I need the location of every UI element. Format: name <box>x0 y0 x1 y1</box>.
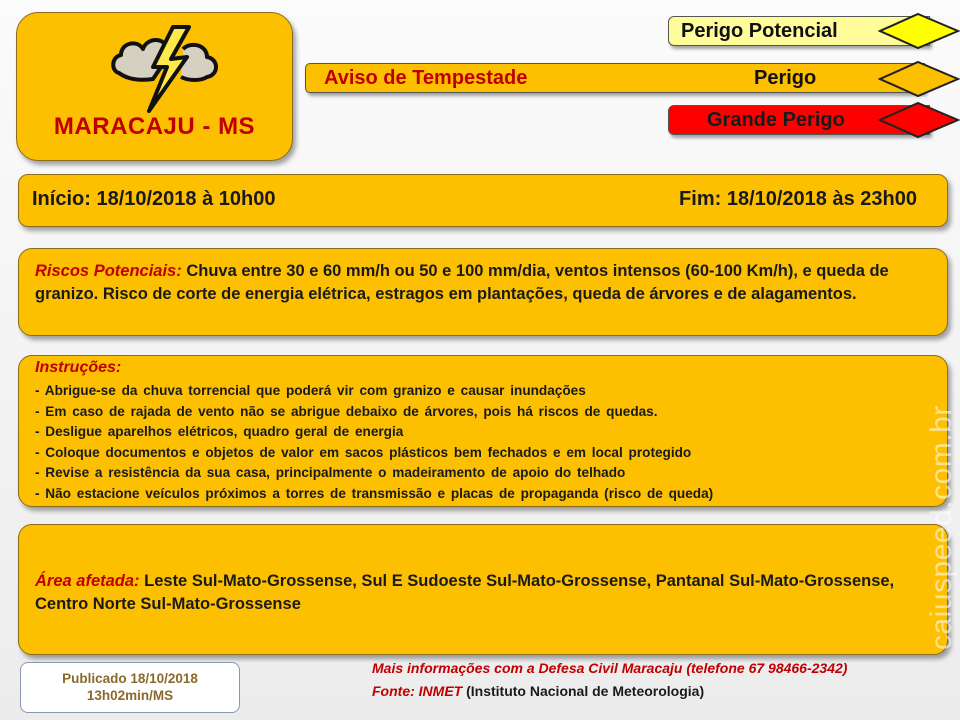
alert-level-great-label: Grande Perigo <box>707 109 845 131</box>
published-time: 13h02min/MS <box>86 688 174 703</box>
list-item: - Revise a resistência da sua casa, principalmente o madeiramento de apoio do telhado <box>35 465 626 480</box>
city-name: MARACAJU - MS <box>53 113 256 140</box>
risks-text <box>35 260 929 306</box>
alert-level-current <box>305 63 925 93</box>
published-date: Publicado 18/10/2018 <box>62 671 198 686</box>
source-label: Fonte: INMET <box>372 683 463 699</box>
source-description: (Instituto Nacional de Meteorologia) <box>462 683 705 699</box>
start-date: Início: 18/10/2018 à 10h00 <box>32 188 276 210</box>
great-danger-diamond-icon <box>878 101 960 139</box>
instructions-list <box>35 381 713 504</box>
source-text <box>372 683 704 699</box>
more-info-text: Mais informações com a Defesa Civil Maracaju (telefone 67 98466-2342) <box>372 660 848 676</box>
dates-panel <box>18 174 948 227</box>
list-item: - Desligue aparelhos elétricos, quadro geral de energia <box>35 424 404 439</box>
warning-title: Aviso de Tempestade <box>324 67 528 89</box>
list-item: - Coloque documentos e objetos de valor em sacos plásticos bem fechados e em local protegido <box>35 444 692 460</box>
affected-area-label: Área afetada: <box>35 572 140 590</box>
alert-level-potential-label: Perigo Potencial <box>681 20 838 42</box>
danger-diamond-icon <box>878 60 960 98</box>
risks-label: Riscos Potenciais: <box>35 262 182 280</box>
affected-area-description: Leste Sul-Mato-Grossense, Sul E Sudoeste Sul-Mato-Grossense, Pantanal Sul-Mato-Grossense, Centro Norte Sul-Mato-Grossense <box>35 572 895 613</box>
risks-panel <box>18 248 948 336</box>
instructions-panel <box>18 355 948 507</box>
end-date: Fim: 18/10/2018 às 23h00 <box>679 188 917 210</box>
list-item: - Não estacione veículos próximos a torres de transmissão e placas de propaganda (risco de queda) <box>35 485 714 501</box>
alert-level-current-label: Perigo <box>754 67 817 89</box>
list-item: - Em caso de rajada de vento não se abrigue debaixo de árvores, pois há riscos de quedas. <box>35 403 658 419</box>
published-box <box>20 662 240 713</box>
affected-area-panel <box>18 524 948 655</box>
affected-area-text <box>35 570 917 616</box>
risks-description: Chuva entre 30 e 60 mm/h ou 50 e 100 mm/dia, ventos intensos (60-100 Km/h), e queda de granizo. Risco de corte de energia elétrica, estragos em plantações, queda de árvores e de alagamentos. <box>35 262 889 303</box>
city-header-panel <box>16 12 293 161</box>
potential-diamond-icon <box>878 12 960 50</box>
instructions-title: Instruções: <box>35 359 122 376</box>
list-item: - Abrigue-se da chuva torrencial que poderá vir com granizo e causar inundações <box>35 383 586 398</box>
storm-cloud-lightning-icon <box>109 23 221 113</box>
watermark: caiuspeed.com.br <box>925 405 958 650</box>
